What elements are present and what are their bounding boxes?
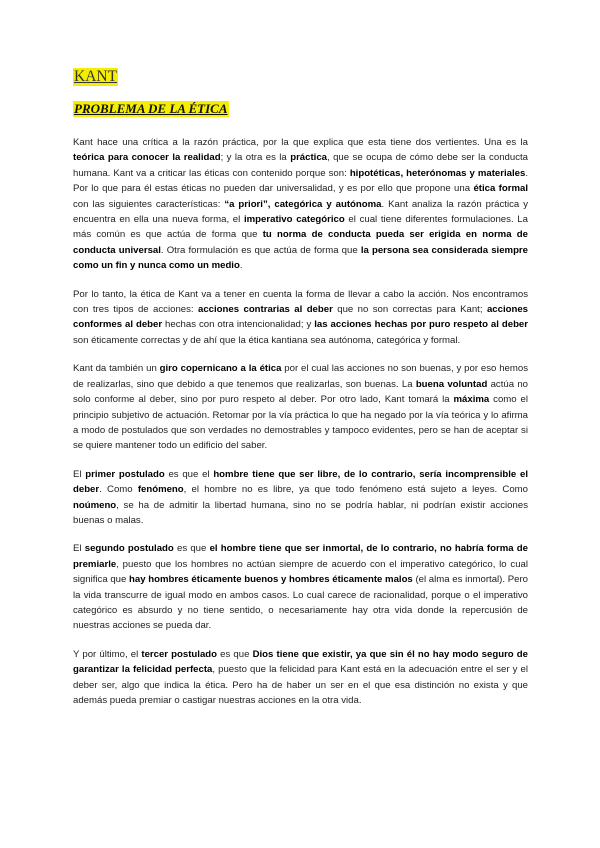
bold-text-run: giro copernicano a la ética bbox=[159, 363, 282, 375]
bold-text-run: las acciones hechas por puro respeto al deber bbox=[314, 319, 528, 331]
text-run: por el cual las acciones no son buenas, y por eso hemos de realizarlas, sino que debido a que tenemos que realizarlas, son buenas. La bbox=[73, 363, 528, 390]
text-run: Kant da también un bbox=[73, 363, 160, 375]
text-run: es que el bbox=[164, 468, 214, 480]
paragraph-segundo-postulado bbox=[73, 541, 528, 633]
bold-text-run: Dios tiene que existir, ya que sin él no hay modo seguro de garantizar la felicidad perfecta bbox=[73, 648, 528, 676]
text-run: , que se ocupa de cómo debe ser la conducta humana. Kant va a criticar las éticas con contenido porque son: bbox=[73, 152, 528, 179]
text-run: , puesto que los hombres no actúan siempre de acuerdo con el imperativo categórico, lo cual significa que bbox=[73, 558, 528, 586]
bold-text-run: segundo postulado bbox=[84, 543, 174, 555]
text-run: . Por lo que para él estas éticas no pueden dar universalidad, y es por ello que propone una bbox=[73, 167, 529, 195]
text-run: Y por último, el bbox=[73, 648, 142, 660]
bold-text-run: tercer postulado bbox=[141, 648, 218, 660]
bold-text-run: teórica para conocer la realidad bbox=[73, 152, 221, 164]
text-run: , puesto que la felicidad para Kant está en la adecuación entre el ser y el deber ser, algo que indica la ética. Pero ha de haber un ser en el que esa distinción no exista y que además pueda premiar o castigar nuestras acciones en la otra vida. bbox=[73, 664, 528, 706]
paragraph-giro-copernicano bbox=[73, 361, 528, 453]
text-run: . Como bbox=[99, 484, 138, 496]
text-run: , el hombre no es libre, ya que todo fenómeno está sujeto a leyes. Como bbox=[183, 484, 528, 496]
text-run: es que bbox=[217, 648, 253, 660]
document-title: KANT bbox=[74, 68, 118, 85]
body-text bbox=[73, 135, 528, 708]
bold-text-run: hombre tiene que ser libre, de lo contrario, sería incomprensible el deber bbox=[73, 468, 528, 496]
bold-text-run: la persona sea considerada siempre como un fin y nunca como un medio bbox=[73, 244, 528, 272]
text-run: son éticamente correctas y de ahí que la ética kantiana sea autónoma, categórica y formal. bbox=[73, 334, 461, 346]
text-run: . Kant analiza la razón práctica y encuentra en ella una nueva forma, el bbox=[73, 198, 528, 226]
section-heading: PROBLEMA DE LA ÉTICA bbox=[74, 101, 228, 116]
text-run: . bbox=[239, 260, 243, 272]
bold-text-run: acciones contrarias al deber bbox=[198, 304, 333, 316]
bold-text-run: el hombre tiene que ser inmortal, de lo contrario, no habría forma de premiarle bbox=[73, 543, 528, 570]
paragraph-primer-postulado bbox=[73, 467, 528, 529]
text-run: Por lo tanto, la ética de Kant va a tener en cuenta la forma de llevar a cabo la acción. Nos encontramos con tres tipos de acciones: bbox=[73, 288, 528, 316]
text-run: El bbox=[73, 468, 86, 480]
bold-text-run: ética formal bbox=[473, 183, 528, 195]
bold-text-run: fenómeno bbox=[137, 484, 184, 496]
text-run: . Otra formulación es que actúa de forma que bbox=[160, 244, 361, 256]
text-run: ; y la otra es la bbox=[220, 152, 291, 164]
bold-text-run: “a priori”, categórica y autónoma bbox=[224, 198, 382, 210]
paragraph-razon-practica bbox=[73, 135, 528, 274]
text-run: , se ha de admitir la libertad humana, sino no se podría hablar, ni podrían existir acciones buenas o malas. bbox=[73, 499, 528, 526]
text-run: es que bbox=[173, 543, 210, 555]
subtitle-wrap bbox=[73, 100, 528, 135]
paragraph-tipos-de-acciones bbox=[73, 287, 528, 349]
text-run: que no son correctas para Kant; bbox=[332, 304, 487, 316]
bold-text-run: práctica bbox=[290, 152, 327, 164]
bold-text-run: primer postulado bbox=[85, 468, 165, 480]
text-run: (el alma es inmortal). Pero la vida transcurre de igual modo en ambos casos. Lo cual carece de racionalidad, porque o el imperativo categórico es absurdo y no tiene sentido, o necesariamente hay otra vida donde la repercusión de nuestras acciones se pueda dar. bbox=[73, 574, 528, 632]
text-run: actúa no solo conforme al deber, sino por puro respeto al deber. Por otro lado, Kant tomará la bbox=[73, 378, 528, 406]
bold-text-run: buena voluntad bbox=[415, 378, 488, 390]
text-run: como el principio subjetivo de actuación. Retomar por la vía práctica lo que ha negado por la vía teórica y lo afirma a modo de postulados que son verdades no demostrables y tampoco evidentes, pero se han de aceptar si se quiere mantener todo un edificio del saber. bbox=[73, 394, 528, 452]
bold-text-run: imperativo categórico bbox=[243, 214, 345, 226]
bold-text-run: noúmeno bbox=[73, 499, 117, 511]
bold-text-run: hay hombres éticamente buenos y hombres éticamente malos bbox=[129, 574, 413, 586]
text-run: El bbox=[73, 543, 85, 555]
paragraph-tercer-postulado bbox=[73, 647, 528, 709]
text-run: con las siguientes características: bbox=[73, 198, 225, 210]
title-wrap bbox=[73, 68, 528, 100]
bold-text-run: acciones conformes al deber bbox=[73, 304, 529, 331]
text-run: Kant hace una crítica a la razón práctica, por la que explica que esta tiene dos vertientes. Una es la bbox=[73, 137, 528, 148]
text-run: el cual tiene diferentes formulaciones. La más común es que actúa de forma que bbox=[73, 214, 528, 241]
bold-text-run: hipotéticas, heterónomas y materiales bbox=[349, 167, 526, 179]
bold-text-run: máxima bbox=[453, 394, 490, 406]
text-run: hechas con otra intencionalidad; y bbox=[162, 319, 315, 331]
bold-text-run: tu norma de conducta pueda ser erigida en norma de conducta universal bbox=[73, 229, 528, 256]
